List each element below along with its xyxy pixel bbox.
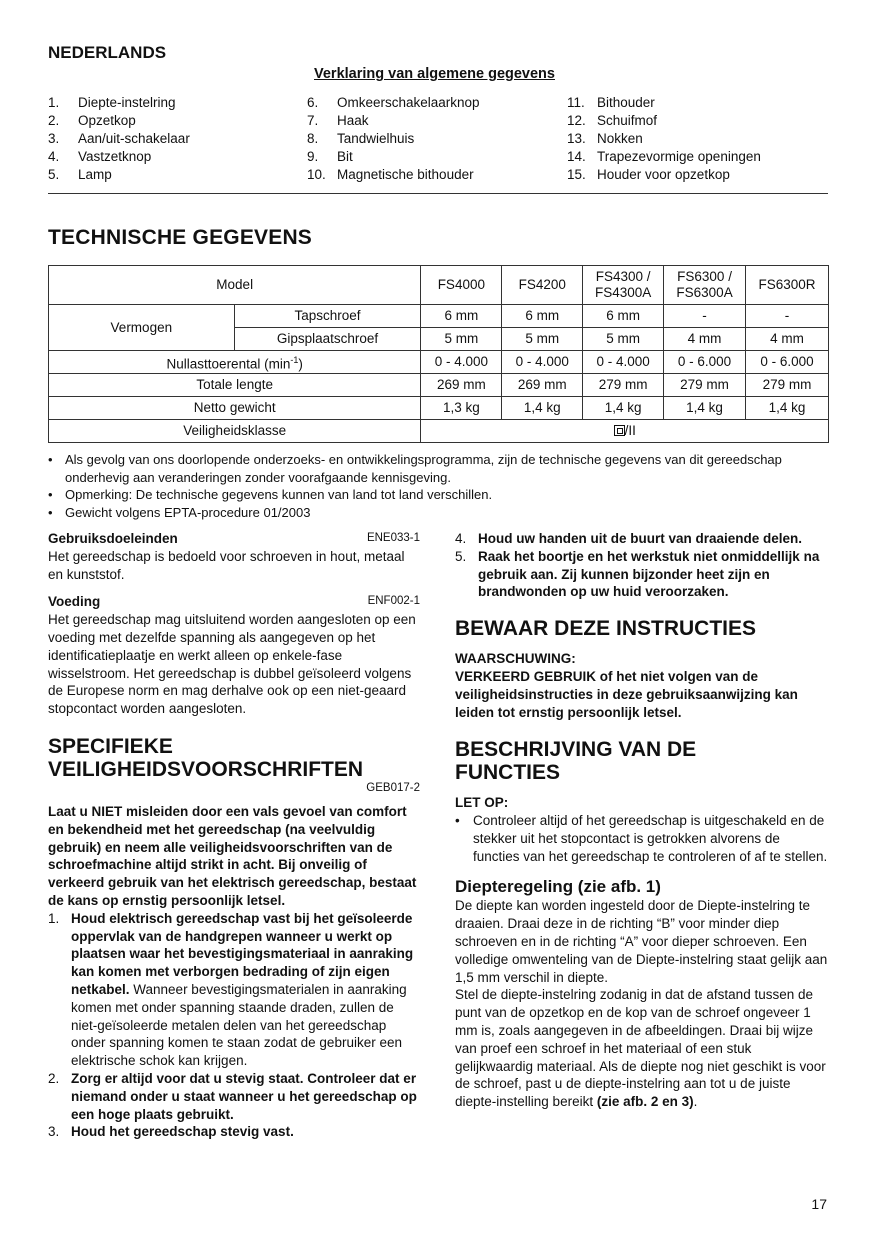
model-line: FS4200 <box>518 277 566 292</box>
item-bold: Houd elektrisch gereedschap vast bij het geïsoleerde oppervlak van de handgrepen wanneer u werkt op plaatsen waar het bevestigingsmateriaal in aanraking kan komen met verborgen bedrading of zijn eigen netkabel. <box>71 910 414 997</box>
legend-num: 9. <box>307 149 319 164</box>
note-text: Opmerking: De technische gegevens kunnen van land tot land verschillen. <box>65 487 493 502</box>
table-cell: 0 - 6.000 <box>746 351 829 374</box>
title-line: VEILIGHEIDSVOORSCHRIFTEN <box>48 757 364 781</box>
table-cell: 0 - 4.000 <box>421 351 502 374</box>
table-cell: 5 mm <box>502 328 583 351</box>
legend-num: 14. <box>567 149 586 164</box>
section-code: GEB017-2 <box>366 781 420 794</box>
table-row <box>49 351 829 374</box>
table-cell: - <box>664 305 746 328</box>
legend-label: Diepte-instelring <box>78 95 176 110</box>
legend-item <box>307 130 480 148</box>
section-title: Voeding <box>48 594 101 610</box>
table-row <box>49 397 829 420</box>
row-label: Netto gewicht <box>49 397 421 420</box>
model-line: FS6300A <box>676 285 733 300</box>
bullet-icon: • <box>455 813 460 829</box>
note-item <box>48 504 838 522</box>
title-line: SPECIFIEKE <box>48 734 173 758</box>
section-divider <box>48 193 828 194</box>
table-row <box>49 420 829 443</box>
note-item <box>48 486 838 504</box>
nullast-sup: -1 <box>290 354 299 365</box>
table-cell: 5 mm <box>421 328 502 351</box>
table-row <box>49 305 829 328</box>
table-cell: 269 mm <box>502 374 583 397</box>
legend-label: Houder voor opzetkop <box>597 167 730 182</box>
table-cell: 6 mm <box>502 305 583 328</box>
legend-num: 4. <box>48 149 60 164</box>
model-cell <box>583 266 664 305</box>
legend-label: Magnetische bithouder <box>337 167 474 182</box>
legend-column-1 <box>48 94 190 184</box>
table-cell: 0 - 4.000 <box>502 351 583 374</box>
model-cell <box>746 266 829 305</box>
functions-title <box>455 738 830 784</box>
model-cell <box>664 266 746 305</box>
note-item <box>48 451 838 486</box>
table-cell: 1,4 kg <box>583 397 664 420</box>
vermogen-label: Vermogen <box>49 305 235 351</box>
tech-specs-table <box>48 265 829 443</box>
table-cell: 4 mm <box>746 328 829 351</box>
warning-label: WAARSCHUWING: <box>455 651 576 667</box>
left-column <box>48 530 420 1141</box>
legend-label: Trapezevormige openingen <box>597 149 761 164</box>
gebruik-heading <box>48 530 420 548</box>
legend-item <box>48 166 190 184</box>
row-label: Tapschroef <box>234 305 421 328</box>
legend-item <box>307 166 480 184</box>
caution-item <box>455 812 830 865</box>
note-text: Gewicht volgens EPTA-procedure 01/2003 <box>65 504 311 520</box>
legend-item <box>48 130 190 148</box>
legend-item <box>307 94 480 112</box>
double-insulation-icon <box>614 425 625 436</box>
row-label: Veiligheidsklasse <box>49 420 421 443</box>
legend-label: Schuifmof <box>597 113 658 128</box>
model-cell <box>502 266 583 305</box>
legend-label: Aan/uit-schakelaar <box>78 131 190 146</box>
item-num: 2. <box>48 1070 60 1086</box>
table-cell: 279 mm <box>746 374 829 397</box>
table-cell: 279 mm <box>583 374 664 397</box>
list-item <box>48 1070 420 1123</box>
legend-item <box>48 94 190 112</box>
item-text <box>71 910 420 1070</box>
legend-label: Bithouder <box>597 95 655 110</box>
caution-label: LET OP: <box>455 795 509 811</box>
figure-reference: (zie afb. 2 en 3) <box>596 1094 694 1110</box>
table-cell: 0 - 4.000 <box>583 351 664 374</box>
model-cell <box>421 266 502 305</box>
legend-column-2 <box>307 94 480 184</box>
list-item <box>455 548 830 601</box>
depth-text-end: . <box>693 1094 698 1110</box>
item-plain: Wanneer bevestigingsmaterialen in aanraking komen met onder spanning staande draden, zullen de niet-geïsoleerde metalen delen van het gereedschap onder spanning komen te staan zodat de gebruiker een elektrische schok kan krijgen. <box>71 981 407 1069</box>
list-item <box>48 910 420 1070</box>
legend-item <box>48 112 190 130</box>
list-item <box>48 1123 420 1141</box>
model-line: FS4300A <box>594 285 652 300</box>
bullet-icon: • <box>48 504 53 520</box>
item-bold: Zorg er altijd voor dat u stevig staat. Controleer dat er niemand onder u staat wanneer u het gereedschap op een hoge plaats gebruikt. <box>71 1070 417 1122</box>
voeding-text: Het gereedschap mag uitsluitend worden aangesloten op een voeding met dezelfde spanning als aangegeven op het identificatieplaatje en werkt alleen op enkele-fase wisselstroom. Het gereedschap is dubbel geïsoleerd volgens de Europese norm en mag derhalve ook op een niet-geaard stopcontact worden aangesloten. <box>48 612 416 717</box>
legend-label: Tandwielhuis <box>337 131 415 146</box>
model-line: FS6300 / <box>677 269 732 284</box>
legend-num: 3. <box>48 131 60 146</box>
legend-label: Nokken <box>597 131 643 146</box>
legend-item <box>567 166 761 184</box>
depth-title: Diepteregeling (zie afb. 1) <box>455 876 661 896</box>
table-cell: 4 mm <box>664 328 746 351</box>
bullet-icon: • <box>48 487 53 502</box>
table-cell: 279 mm <box>664 374 746 397</box>
legend-label: Vastzetknop <box>78 149 152 164</box>
legend-num: 7. <box>307 113 319 128</box>
legend-num: 11. <box>567 95 585 110</box>
nullast-label: Nullasttoerental (min <box>166 356 291 372</box>
table-cell: 1,4 kg <box>664 397 746 420</box>
spec-notes <box>48 451 838 521</box>
legend-item <box>567 130 761 148</box>
table-cell: - <box>746 305 829 328</box>
legend-item <box>307 148 480 166</box>
tech-specs-title: TECHNISCHE GEGEVENS <box>48 226 313 249</box>
safety-class-value: /II <box>624 423 636 438</box>
item-num: 5. <box>455 548 467 564</box>
gebruik-text: Het gereedschap is bedoeld voor schroeven in hout, metaal en kunststof. <box>48 548 405 582</box>
table-cell: 5 mm <box>583 328 664 351</box>
legend-item <box>307 112 480 130</box>
item-num: 3. <box>48 1124 60 1140</box>
legend-num: 1. <box>48 95 60 110</box>
section-code: ENF002-1 <box>367 595 420 608</box>
warning-text: VERKEERD GEBRUIK of het niet volgen van de veiligheidsinstructies in deze gebruiksaanwijzing kan leiden tot ernstig persoonlijk letsel. <box>455 668 798 720</box>
row-label <box>49 351 421 374</box>
legend-num: 8. <box>307 131 319 146</box>
legend-num: 12. <box>567 113 586 128</box>
legend-num: 10. <box>307 167 326 182</box>
model-line: FS4000 <box>437 277 485 292</box>
legend-title: Verklaring van algemene gegevens <box>314 66 555 82</box>
model-label: Model <box>49 266 421 305</box>
legend-item <box>567 112 761 130</box>
note-text: Als gevolg van ons doorlopende onderzoeks- en ontwikkelingsprogramma, zijn de technische gegevens van dit gereedschap onderhevig aan veranderingen zonder voorafgaande kennisgeving. <box>65 452 782 485</box>
legend-label: Lamp <box>78 167 112 182</box>
legend-column-3 <box>567 94 761 184</box>
right-column <box>455 530 830 1111</box>
bullet-icon: • <box>48 452 53 467</box>
legend-item <box>567 94 761 112</box>
row-label: Gipsplaatschroef <box>234 328 421 351</box>
safety-title <box>48 735 420 781</box>
legend-num: 5. <box>48 167 60 182</box>
depth-text: Stel de diepte-instelring zodanig in dat de afstand tussen de punt van de opzetkop en de kop van de schroef ongeveer 1 mm is, zoals aangegeven in de afbeeldingen. Draai bij wijze van proef een schroef in het materiaal of een stuk gelijkwaardig materiaal. Als de diepte nog niet geschikt is voor de schroef, past u de diepte-instelring aan tot u de juiste diepte-instelling bereikt <box>455 987 826 1110</box>
section-code: ENE033-1 <box>366 532 420 544</box>
title-line: FUNCTIES <box>455 761 560 785</box>
legend-num: 6. <box>307 95 319 110</box>
table-row <box>49 374 829 397</box>
model-line: FS6300R <box>758 277 816 292</box>
item-bold: Houd uw handen uit de buurt van draaiende delen. <box>478 531 803 546</box>
nullast-close: ) <box>298 356 303 372</box>
item-bold: Houd het gereedschap stevig vast. <box>71 1124 294 1140</box>
safety-class-cell <box>421 420 829 443</box>
table-cell: 269 mm <box>421 374 502 397</box>
voeding-heading <box>48 593 420 611</box>
language-heading: NEDERLANDS <box>48 43 167 62</box>
item-bold: Raak het boortje en het werkstuk niet onmiddellijk na gebruik aan. Zij kunnen bijzonder heet zijn en brandwonden op uw huid veroorzaken. <box>478 548 820 600</box>
legend-label: Haak <box>337 113 369 128</box>
table-cell: 6 mm <box>583 305 664 328</box>
depth-paragraph-2 <box>455 986 830 1111</box>
legend-num: 2. <box>48 113 60 128</box>
legend-label: Opzetkop <box>78 113 136 128</box>
legend-label: Bit <box>337 149 353 164</box>
caution-text: Controleer altijd of het gereedschap is uitgeschakeld en de stekker uit het stopcontact is getrokken alvorens de functies van het gereedschap te controleren of af te stellen. <box>473 813 828 864</box>
legend-label: Omkeerschakelaarknop <box>337 95 480 110</box>
legend-num: 15. <box>567 167 586 182</box>
row-label: Totale lengte <box>49 374 421 397</box>
safety-intro: Laat u NIET misleiden door een vals gevoel van comfort en bekendheid met het gereedschap (na veelvuldig gebruik) en neem alle veiligheidsvoorschriften van de schroefmachine altijd strikt in acht. Bij onveilig of verkeerd gebruik van het elektrisch gereedschap, bestaat de kans op ernstig persoonlijk letsel. <box>48 803 417 908</box>
legend-item <box>48 148 190 166</box>
page-number: 17 <box>811 1196 827 1212</box>
table-cell: 1,4 kg <box>746 397 829 420</box>
bewaar-title: BEWAAR DEZE INSTRUCTIES <box>455 617 757 641</box>
item-num: 4. <box>455 531 467 546</box>
table-cell: 1,3 kg <box>421 397 502 420</box>
table-cell: 1,4 kg <box>502 397 583 420</box>
list-item <box>455 530 830 548</box>
table-cell: 0 - 6.000 <box>664 351 746 374</box>
section-title: Gebruiksdoeleinden <box>48 531 178 546</box>
table-header-row <box>49 266 829 305</box>
table-cell: 6 mm <box>421 305 502 328</box>
model-line: FS4300 / <box>595 269 651 284</box>
legend-num: 13. <box>567 131 586 146</box>
title-line: BESCHRIJVING VAN DE <box>455 738 697 762</box>
legend-item <box>567 148 761 166</box>
item-num: 1. <box>48 910 60 926</box>
depth-paragraph-1: De diepte kan worden ingesteld door de Diepte-instelring te draaien. Draai deze in de richting “B” voor minder diep schroeven en in de richting “A” voor dieper schroeven. Een volledige omwenteling van de Diepte-instelring staat gelijk aan 1,5 mm verschil in diepte. <box>455 898 828 985</box>
